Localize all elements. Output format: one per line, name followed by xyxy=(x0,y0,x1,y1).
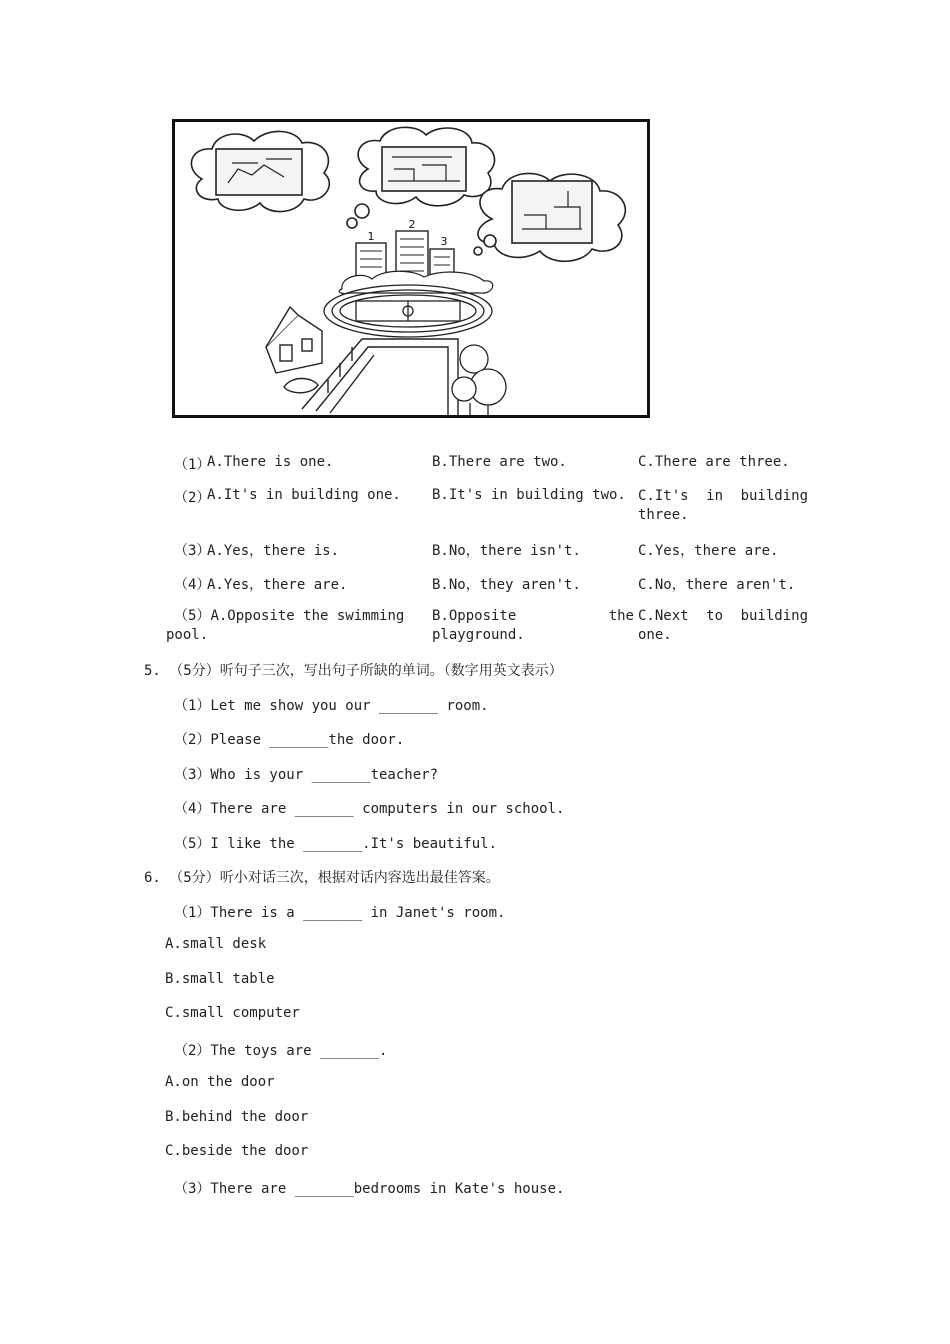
q6-sub-3: （3）There are _______bedrooms in Kate's house. xyxy=(174,1181,565,1197)
q4-4-num: （4） xyxy=(174,577,211,593)
q6-sub-2: （2）The toys are _______. xyxy=(174,1043,388,1059)
q6-sub-1: （1）There is a _______ in Janet's room. xyxy=(174,905,506,921)
q6-1-option-b: B.small table xyxy=(165,971,275,987)
q6-header: 6. （5分）听小对话三次，根据对话内容选出最佳答案。 xyxy=(144,870,500,886)
q4-3-option-c: C.Yes，there are. xyxy=(638,543,779,559)
q4-3-num: （3） xyxy=(174,543,211,559)
q4-4-option-a: A.Yes，there are. xyxy=(207,577,348,593)
q5-item-1: （1）Let me show you our _______ room. xyxy=(174,698,489,714)
q6-1-option-c: C.small computer xyxy=(165,1005,300,1021)
q4-5-num: （5） xyxy=(174,608,211,624)
q5-item-3: （3）Who is your _______teacher? xyxy=(174,767,439,783)
q4-3-option-a: A.Yes，there is. xyxy=(207,543,340,559)
q4-2-num: （2） xyxy=(174,490,211,506)
building-number-1: 1 xyxy=(367,230,375,243)
q5-item-2: （2）Please _______the door. xyxy=(174,732,405,748)
q6-2-option-b: B.behind the door xyxy=(165,1109,309,1125)
q4-5-option-c: C.Next to building one. xyxy=(638,608,808,643)
q4-2-option-b: B.It's in building two. xyxy=(432,487,626,503)
q4-1-option-c: C.There are three. xyxy=(638,454,790,470)
q4-5-option-b: B.Opposite the playground. xyxy=(432,608,634,643)
school-map-illustration xyxy=(172,119,650,418)
q4-3-option-b: B.No，there isn't. xyxy=(432,543,581,559)
q5-header: 5. （5分）听句子三次，写出句子所缺的单词。（数字用英文表示） xyxy=(144,663,563,679)
q5-item-5: （5）I like the _______.It's beautiful. xyxy=(174,836,498,852)
building-number-3: 3 xyxy=(440,235,448,248)
q6-1-option-a: A.small desk xyxy=(165,936,267,952)
q4-1-num: （1） xyxy=(174,457,211,473)
building-number-2: 2 xyxy=(408,218,416,231)
q6-2-option-a: A.on the door xyxy=(165,1074,275,1090)
q4-1-option-b: B.There are two. xyxy=(432,454,567,470)
q6-2-option-c: C.beside the door xyxy=(165,1143,309,1159)
q4-4-option-c: C.No，there aren't. xyxy=(638,577,796,593)
q4-2-option-a: A.It's in building one. xyxy=(207,487,401,503)
q5-item-4: （4）There are _______ computers in our school. xyxy=(174,801,565,817)
q4-1-option-a: A.There is one. xyxy=(207,454,334,470)
q4-5-option-a: （5）A.Opposite the swimming pool. xyxy=(166,608,405,643)
q4-2-option-c: C.It's in building three. xyxy=(638,488,808,523)
q4-4-option-b: B.No，they aren't. xyxy=(432,577,581,593)
